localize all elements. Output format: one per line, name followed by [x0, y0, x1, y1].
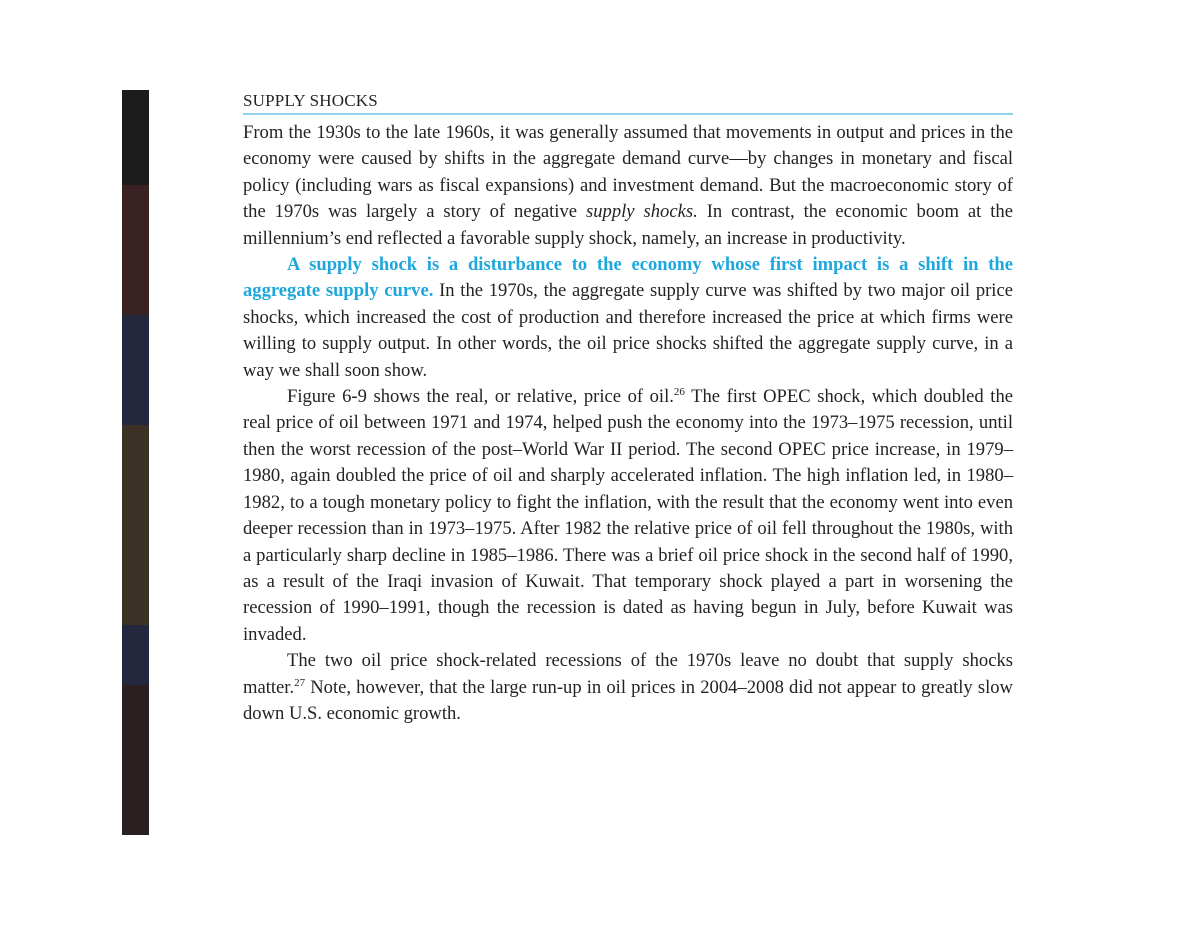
spine-tint-red — [122, 185, 149, 315]
paragraph-1 — [243, 120, 1013, 252]
book-spine-shadow — [122, 90, 149, 835]
paragraph-2 — [243, 252, 1013, 384]
text-column — [243, 90, 1013, 727]
definition-highlight: A supply shock is a disturbance to the economy whose first impact is a shift in the aggregate supply curve. — [243, 254, 1013, 302]
paragraph-3-text-a: Figure 6-9 shows the real, or relative, price of oil. — [287, 386, 674, 408]
spine-tint-dark-red — [122, 685, 149, 835]
spine-tint-amber — [122, 425, 149, 625]
paragraph-1-emphasis: supply shocks. — [586, 201, 698, 223]
paragraph-1-text-b: In contrast, the economic boom at the millennium’s end reflected a favorable supply shock, namely, an increase in productivity. — [243, 201, 1013, 249]
paragraph-4 — [243, 648, 1013, 727]
paragraph-3 — [243, 384, 1013, 648]
paragraph-4-text-b: Note, however, that the large run-up in oil prices in 2004–2008 did not appear to greatly slow down U.S. economic growth. — [243, 676, 1013, 724]
spine-tint-blue-lower — [122, 625, 149, 685]
spine-tint-blue — [122, 315, 149, 425]
footnote-marker-27[interactable]: 27 — [294, 676, 306, 689]
section-heading: SUPPLY SHOCKS — [243, 90, 1013, 115]
footnote-marker-26[interactable]: 26 — [673, 386, 685, 399]
paragraph-1-text-a: From the 1930s to the late 1960s, it was generally assumed that movements in output and prices in the economy were caused by shifts in the aggregate demand curve—by changes in monetary and fiscal policy (including wars as fiscal expansions) and investment demand. But the macroeconomic story of the 1970s was largely a story of negative — [243, 122, 1013, 223]
paragraph-3-text-b: The first OPEC shock, which doubled the real price of oil between 1971 and 1974, helped push the economy into the 1973–1975 recession, until then the worst recession of the post–World War II period. The second OPEC price increase, in 1979–1980, again doubled the price of oil and sharply accelerated inflation. The high inflation led, in 1980–1982, to a tough monetary policy to fight the inflation, with the result that the economy went into even deeper recession than in 1973–1975. After 1982 the relative price of oil fell throughout the 1980s, with a particularly sharp decline in 1985–1986. There was a brief oil price shock in the second half of 1990, as a result of the Iraqi invasion of Kuwait. That temporary shock played a part in worsening the recession of 1990–1991, though the recession is dated as having begun in July, before Kuwait was invaded. — [243, 386, 1013, 645]
paragraph-4-text-a: The two oil price shock-related recessions of the 1970s leave no doubt that supply shocks matter. — [243, 650, 1013, 698]
paragraph-2-text: In the 1970s, the aggregate supply curve was shifted by two major oil price shocks, which increased the cost of production and therefore increased the price at which firms were willing to supply output. In other words, the oil price shocks shifted the aggregate supply curve, in a way we shall soon show. — [243, 280, 1013, 381]
